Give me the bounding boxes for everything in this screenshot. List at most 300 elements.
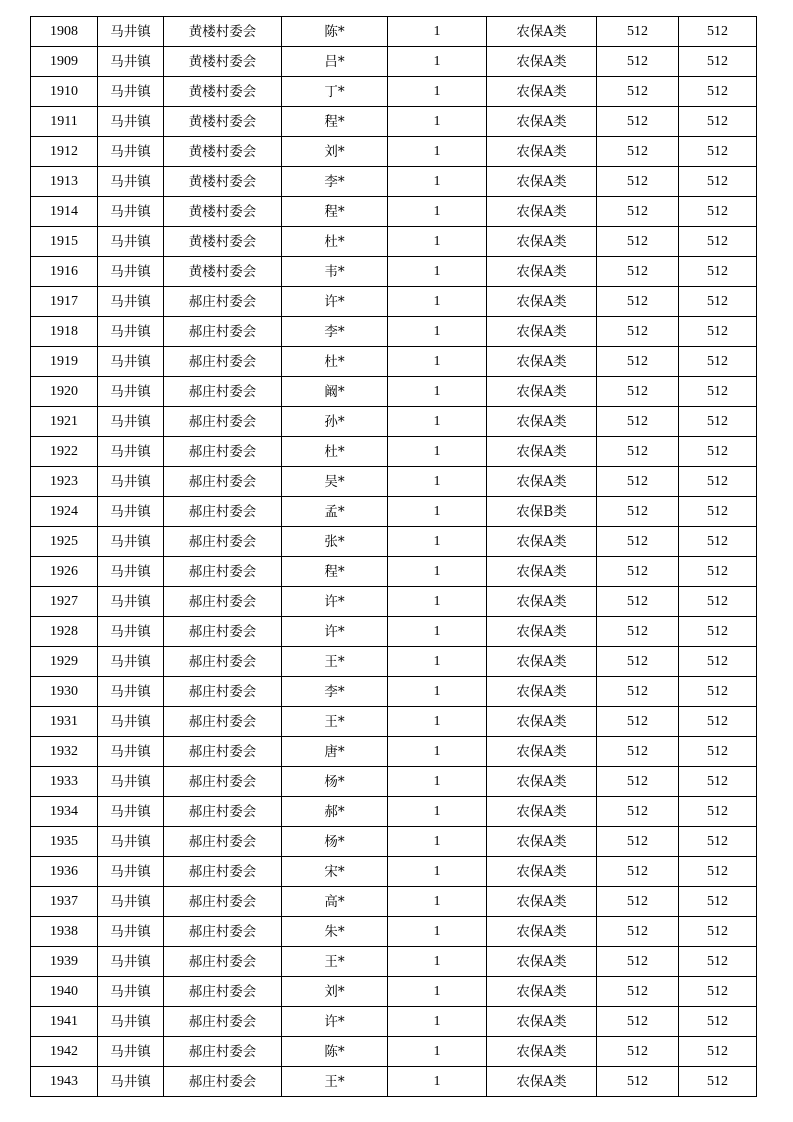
- serial-cell: 1913: [31, 167, 98, 197]
- category-cell: 农保A类: [487, 317, 597, 347]
- amount-cell: 512: [679, 977, 757, 1007]
- village-cell: 郝庄村委会: [164, 437, 282, 467]
- count-cell: 1: [388, 137, 487, 167]
- serial-cell: 1919: [31, 347, 98, 377]
- standard-cell: 512: [597, 197, 679, 227]
- serial-cell: 1942: [31, 1037, 98, 1067]
- serial-cell: 1927: [31, 587, 98, 617]
- count-cell: 1: [388, 47, 487, 77]
- count-cell: 1: [388, 797, 487, 827]
- name-cell: 杜*: [282, 347, 388, 377]
- serial-cell: 1917: [31, 287, 98, 317]
- category-cell: 农保A类: [487, 287, 597, 317]
- standard-cell: 512: [597, 77, 679, 107]
- serial-cell: 1932: [31, 737, 98, 767]
- table-row: [31, 977, 757, 1007]
- town-cell: 马井镇: [98, 197, 164, 227]
- table-row: [31, 677, 757, 707]
- standard-cell: 512: [597, 917, 679, 947]
- category-cell: 农保A类: [487, 857, 597, 887]
- amount-cell: 512: [679, 437, 757, 467]
- table-row: [31, 257, 757, 287]
- serial-cell: 1936: [31, 857, 98, 887]
- category-cell: 农保A类: [487, 767, 597, 797]
- standard-cell: 512: [597, 1037, 679, 1067]
- count-cell: 1: [388, 647, 487, 677]
- category-cell: 农保A类: [487, 797, 597, 827]
- category-cell: 农保A类: [487, 47, 597, 77]
- table-row: [31, 167, 757, 197]
- count-cell: 1: [388, 77, 487, 107]
- village-cell: 郝庄村委会: [164, 527, 282, 557]
- standard-cell: 512: [597, 257, 679, 287]
- village-cell: 郝庄村委会: [164, 767, 282, 797]
- village-cell: 郝庄村委会: [164, 617, 282, 647]
- category-cell: 农保A类: [487, 827, 597, 857]
- village-cell: 郝庄村委会: [164, 797, 282, 827]
- category-cell: 农保A类: [487, 527, 597, 557]
- count-cell: 1: [388, 557, 487, 587]
- count-cell: 1: [388, 1007, 487, 1037]
- name-cell: 杨*: [282, 767, 388, 797]
- town-cell: 马井镇: [98, 407, 164, 437]
- town-cell: 马井镇: [98, 977, 164, 1007]
- count-cell: 1: [388, 767, 487, 797]
- village-cell: 郝庄村委会: [164, 677, 282, 707]
- village-cell: 郝庄村委会: [164, 887, 282, 917]
- village-cell: 郝庄村委会: [164, 317, 282, 347]
- amount-cell: 512: [679, 1037, 757, 1067]
- amount-cell: 512: [679, 737, 757, 767]
- village-cell: 黄楼村委会: [164, 227, 282, 257]
- amount-cell: 512: [679, 137, 757, 167]
- category-cell: 农保A类: [487, 377, 597, 407]
- village-cell: 黄楼村委会: [164, 197, 282, 227]
- category-cell: 农保A类: [487, 167, 597, 197]
- village-cell: 郝庄村委会: [164, 707, 282, 737]
- village-cell: 郝庄村委会: [164, 737, 282, 767]
- count-cell: 1: [388, 707, 487, 737]
- serial-cell: 1923: [31, 467, 98, 497]
- serial-cell: 1941: [31, 1007, 98, 1037]
- amount-cell: 512: [679, 557, 757, 587]
- count-cell: 1: [388, 947, 487, 977]
- amount-cell: 512: [679, 287, 757, 317]
- standard-cell: 512: [597, 707, 679, 737]
- name-cell: 刘*: [282, 137, 388, 167]
- serial-cell: 1908: [31, 17, 98, 47]
- standard-cell: 512: [597, 677, 679, 707]
- serial-cell: 1922: [31, 437, 98, 467]
- table-row: [31, 377, 757, 407]
- amount-cell: 512: [679, 467, 757, 497]
- count-cell: 1: [388, 377, 487, 407]
- count-cell: 1: [388, 917, 487, 947]
- table-row: [31, 647, 757, 677]
- village-cell: 郝庄村委会: [164, 857, 282, 887]
- village-cell: 郝庄村委会: [164, 977, 282, 1007]
- count-cell: 1: [388, 257, 487, 287]
- table-row: [31, 947, 757, 977]
- table-row: [31, 197, 757, 227]
- standard-cell: 512: [597, 17, 679, 47]
- count-cell: 1: [388, 467, 487, 497]
- village-cell: 郝庄村委会: [164, 347, 282, 377]
- name-cell: 李*: [282, 167, 388, 197]
- town-cell: 马井镇: [98, 707, 164, 737]
- amount-cell: 512: [679, 767, 757, 797]
- amount-cell: 512: [679, 107, 757, 137]
- table-row: [31, 587, 757, 617]
- count-cell: 1: [388, 737, 487, 767]
- village-cell: 郝庄村委会: [164, 1007, 282, 1037]
- amount-cell: 512: [679, 377, 757, 407]
- town-cell: 马井镇: [98, 527, 164, 557]
- standard-cell: 512: [597, 767, 679, 797]
- count-cell: 1: [388, 1067, 487, 1097]
- town-cell: 马井镇: [98, 827, 164, 857]
- amount-cell: 512: [679, 317, 757, 347]
- name-cell: 吴*: [282, 467, 388, 497]
- village-cell: 郝庄村委会: [164, 1067, 282, 1097]
- category-cell: 农保A类: [487, 407, 597, 437]
- town-cell: 马井镇: [98, 347, 164, 377]
- name-cell: 王*: [282, 647, 388, 677]
- count-cell: 1: [388, 197, 487, 227]
- count-cell: 1: [388, 107, 487, 137]
- category-cell: 农保A类: [487, 1067, 597, 1097]
- amount-cell: 512: [679, 797, 757, 827]
- village-cell: 黄楼村委会: [164, 77, 282, 107]
- town-cell: 马井镇: [98, 467, 164, 497]
- table-row: [31, 767, 757, 797]
- amount-cell: 512: [679, 407, 757, 437]
- standard-cell: 512: [597, 467, 679, 497]
- table-row: [31, 557, 757, 587]
- category-cell: 农保A类: [487, 347, 597, 377]
- standard-cell: 512: [597, 797, 679, 827]
- amount-cell: 512: [679, 77, 757, 107]
- standard-cell: 512: [597, 587, 679, 617]
- serial-cell: 1918: [31, 317, 98, 347]
- standard-cell: 512: [597, 317, 679, 347]
- table-row: [31, 287, 757, 317]
- name-cell: 王*: [282, 947, 388, 977]
- table-row: [31, 1007, 757, 1037]
- town-cell: 马井镇: [98, 77, 164, 107]
- category-cell: 农保A类: [487, 227, 597, 257]
- town-cell: 马井镇: [98, 317, 164, 347]
- name-cell: 高*: [282, 887, 388, 917]
- count-cell: 1: [388, 1037, 487, 1067]
- serial-cell: 1940: [31, 977, 98, 1007]
- village-cell: 黄楼村委会: [164, 137, 282, 167]
- amount-cell: 512: [679, 947, 757, 977]
- table-row: [31, 17, 757, 47]
- town-cell: 马井镇: [98, 257, 164, 287]
- count-cell: 1: [388, 317, 487, 347]
- table-row: [31, 917, 757, 947]
- category-cell: 农保A类: [487, 77, 597, 107]
- amount-cell: 512: [679, 527, 757, 557]
- amount-cell: 512: [679, 827, 757, 857]
- name-cell: 许*: [282, 287, 388, 317]
- count-cell: 1: [388, 437, 487, 467]
- category-cell: 农保A类: [487, 1007, 597, 1037]
- table-row: [31, 527, 757, 557]
- table-body: [31, 17, 757, 1097]
- table-row: [31, 317, 757, 347]
- table-row: [31, 857, 757, 887]
- amount-cell: 512: [679, 677, 757, 707]
- count-cell: 1: [388, 497, 487, 527]
- count-cell: 1: [388, 857, 487, 887]
- town-cell: 马井镇: [98, 47, 164, 77]
- table-row: [31, 617, 757, 647]
- category-cell: 农保A类: [487, 437, 597, 467]
- category-cell: 农保A类: [487, 107, 597, 137]
- name-cell: 张*: [282, 527, 388, 557]
- name-cell: 杜*: [282, 437, 388, 467]
- village-cell: 黄楼村委会: [164, 257, 282, 287]
- category-cell: 农保A类: [487, 137, 597, 167]
- serial-cell: 1916: [31, 257, 98, 287]
- amount-cell: 512: [679, 197, 757, 227]
- town-cell: 马井镇: [98, 107, 164, 137]
- amount-cell: 512: [679, 707, 757, 737]
- standard-cell: 512: [597, 737, 679, 767]
- count-cell: 1: [388, 617, 487, 647]
- count-cell: 1: [388, 587, 487, 617]
- serial-cell: 1938: [31, 917, 98, 947]
- name-cell: 许*: [282, 587, 388, 617]
- category-cell: 农保A类: [487, 647, 597, 677]
- amount-cell: 512: [679, 17, 757, 47]
- serial-cell: 1935: [31, 827, 98, 857]
- table-row: [31, 467, 757, 497]
- name-cell: 李*: [282, 317, 388, 347]
- standard-cell: 512: [597, 47, 679, 77]
- village-cell: 郝庄村委会: [164, 827, 282, 857]
- town-cell: 马井镇: [98, 857, 164, 887]
- table-row: [31, 107, 757, 137]
- town-cell: 马井镇: [98, 737, 164, 767]
- standard-cell: 512: [597, 437, 679, 467]
- name-cell: 李*: [282, 677, 388, 707]
- name-cell: 孟*: [282, 497, 388, 527]
- name-cell: 刘*: [282, 977, 388, 1007]
- town-cell: 马井镇: [98, 587, 164, 617]
- name-cell: 陈*: [282, 17, 388, 47]
- serial-cell: 1911: [31, 107, 98, 137]
- count-cell: 1: [388, 887, 487, 917]
- village-cell: 郝庄村委会: [164, 407, 282, 437]
- name-cell: 唐*: [282, 737, 388, 767]
- category-cell: 农保A类: [487, 587, 597, 617]
- town-cell: 马井镇: [98, 917, 164, 947]
- town-cell: 马井镇: [98, 647, 164, 677]
- table-row: [31, 227, 757, 257]
- standard-cell: 512: [597, 497, 679, 527]
- table-row: [31, 137, 757, 167]
- town-cell: 马井镇: [98, 677, 164, 707]
- name-cell: 杜*: [282, 227, 388, 257]
- serial-cell: 1910: [31, 77, 98, 107]
- standard-cell: 512: [597, 857, 679, 887]
- serial-cell: 1921: [31, 407, 98, 437]
- town-cell: 马井镇: [98, 1007, 164, 1037]
- category-cell: 农保B类: [487, 497, 597, 527]
- name-cell: 吕*: [282, 47, 388, 77]
- count-cell: 1: [388, 167, 487, 197]
- serial-cell: 1915: [31, 227, 98, 257]
- village-cell: 郝庄村委会: [164, 377, 282, 407]
- table-row: [31, 47, 757, 77]
- town-cell: 马井镇: [98, 137, 164, 167]
- village-cell: 郝庄村委会: [164, 497, 282, 527]
- standard-cell: 512: [597, 647, 679, 677]
- village-cell: 黄楼村委会: [164, 167, 282, 197]
- standard-cell: 512: [597, 827, 679, 857]
- amount-cell: 512: [679, 227, 757, 257]
- count-cell: 1: [388, 977, 487, 1007]
- category-cell: 农保A类: [487, 257, 597, 287]
- amount-cell: 512: [679, 647, 757, 677]
- village-cell: 黄楼村委会: [164, 17, 282, 47]
- table-row: [31, 347, 757, 377]
- name-cell: 王*: [282, 707, 388, 737]
- count-cell: 1: [388, 677, 487, 707]
- serial-cell: 1928: [31, 617, 98, 647]
- name-cell: 陈*: [282, 1037, 388, 1067]
- standard-cell: 512: [597, 617, 679, 647]
- standard-cell: 512: [597, 557, 679, 587]
- serial-cell: 1937: [31, 887, 98, 917]
- town-cell: 马井镇: [98, 767, 164, 797]
- category-cell: 农保A类: [487, 557, 597, 587]
- village-cell: 郝庄村委会: [164, 467, 282, 497]
- standard-cell: 512: [597, 1067, 679, 1097]
- category-cell: 农保A类: [487, 617, 597, 647]
- table-row: [31, 407, 757, 437]
- serial-cell: 1929: [31, 647, 98, 677]
- serial-cell: 1909: [31, 47, 98, 77]
- town-cell: 马井镇: [98, 1037, 164, 1067]
- serial-cell: 1943: [31, 1067, 98, 1097]
- standard-cell: 512: [597, 527, 679, 557]
- name-cell: 阚*: [282, 377, 388, 407]
- village-cell: 郝庄村委会: [164, 587, 282, 617]
- town-cell: 马井镇: [98, 797, 164, 827]
- serial-cell: 1912: [31, 137, 98, 167]
- serial-cell: 1925: [31, 527, 98, 557]
- category-cell: 农保A类: [487, 197, 597, 227]
- count-cell: 1: [388, 827, 487, 857]
- village-cell: 郝庄村委会: [164, 647, 282, 677]
- table-row: [31, 437, 757, 467]
- category-cell: 农保A类: [487, 947, 597, 977]
- serial-cell: 1934: [31, 797, 98, 827]
- category-cell: 农保A类: [487, 737, 597, 767]
- name-cell: 许*: [282, 1007, 388, 1037]
- town-cell: 马井镇: [98, 227, 164, 257]
- serial-cell: 1939: [31, 947, 98, 977]
- count-cell: 1: [388, 407, 487, 437]
- standard-cell: 512: [597, 287, 679, 317]
- town-cell: 马井镇: [98, 887, 164, 917]
- amount-cell: 512: [679, 47, 757, 77]
- town-cell: 马井镇: [98, 1067, 164, 1097]
- village-cell: 黄楼村委会: [164, 107, 282, 137]
- serial-cell: 1920: [31, 377, 98, 407]
- table-row: [31, 1037, 757, 1067]
- amount-cell: 512: [679, 1007, 757, 1037]
- village-cell: 郝庄村委会: [164, 287, 282, 317]
- standard-cell: 512: [597, 227, 679, 257]
- category-cell: 农保A类: [487, 677, 597, 707]
- count-cell: 1: [388, 227, 487, 257]
- serial-cell: 1924: [31, 497, 98, 527]
- table-row: [31, 827, 757, 857]
- table-row: [31, 737, 757, 767]
- count-cell: 1: [388, 17, 487, 47]
- name-cell: 韦*: [282, 257, 388, 287]
- town-cell: 马井镇: [98, 617, 164, 647]
- standard-cell: 512: [597, 137, 679, 167]
- village-cell: 郝庄村委会: [164, 917, 282, 947]
- standard-cell: 512: [597, 407, 679, 437]
- standard-cell: 512: [597, 377, 679, 407]
- table-row: [31, 707, 757, 737]
- amount-cell: 512: [679, 497, 757, 527]
- category-cell: 农保A类: [487, 977, 597, 1007]
- amount-cell: 512: [679, 167, 757, 197]
- table-row: [31, 797, 757, 827]
- town-cell: 马井镇: [98, 557, 164, 587]
- village-cell: 郝庄村委会: [164, 557, 282, 587]
- category-cell: 农保A类: [487, 917, 597, 947]
- count-cell: 1: [388, 347, 487, 377]
- category-cell: 农保A类: [487, 707, 597, 737]
- category-cell: 农保A类: [487, 887, 597, 917]
- amount-cell: 512: [679, 347, 757, 377]
- name-cell: 丁*: [282, 77, 388, 107]
- table-row: [31, 1067, 757, 1097]
- name-cell: 宋*: [282, 857, 388, 887]
- table-row: [31, 887, 757, 917]
- serial-cell: 1931: [31, 707, 98, 737]
- town-cell: 马井镇: [98, 947, 164, 977]
- name-cell: 孙*: [282, 407, 388, 437]
- serial-cell: 1926: [31, 557, 98, 587]
- name-cell: 程*: [282, 197, 388, 227]
- count-cell: 1: [388, 527, 487, 557]
- standard-cell: 512: [597, 347, 679, 377]
- data-table: [30, 16, 757, 1097]
- category-cell: 农保A类: [487, 1037, 597, 1067]
- serial-cell: 1933: [31, 767, 98, 797]
- table-row: [31, 497, 757, 527]
- amount-cell: 512: [679, 587, 757, 617]
- amount-cell: 512: [679, 887, 757, 917]
- standard-cell: 512: [597, 977, 679, 1007]
- town-cell: 马井镇: [98, 497, 164, 527]
- town-cell: 马井镇: [98, 17, 164, 47]
- amount-cell: 512: [679, 1067, 757, 1097]
- serial-cell: 1930: [31, 677, 98, 707]
- category-cell: 农保A类: [487, 17, 597, 47]
- standard-cell: 512: [597, 167, 679, 197]
